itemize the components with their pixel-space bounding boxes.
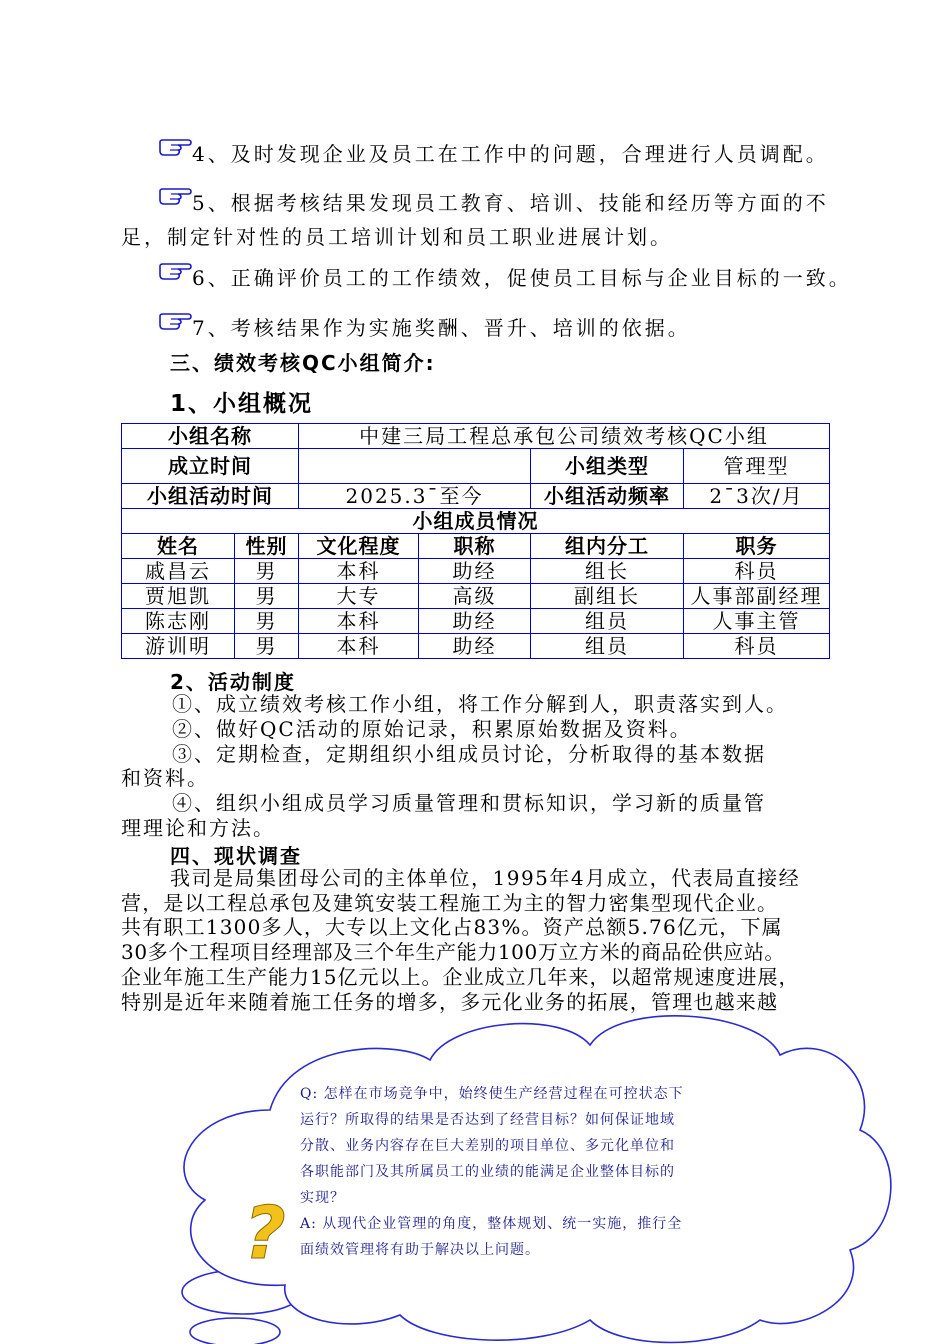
table-cell: 男 [235, 634, 299, 659]
group-name-label: 小组名称 [122, 424, 299, 449]
table-cell: 本科 [299, 634, 419, 659]
activity-time-label: 小组活动时间 [122, 484, 299, 509]
table-cell: 男 [235, 584, 299, 609]
table-cell: 科员 [684, 634, 830, 659]
svg-text:?: ? [244, 1191, 286, 1275]
survey-line: 营，是以工程总承包及建筑安装工程施工为主的智力密集型现代企业。 [121, 891, 779, 915]
group-name-value: 中建三局工程总承包公司绩效考核QC小组 [299, 424, 830, 449]
survey-line: 企业年施工生产能力15亿元以上。企业成立几年来，以超常规速度进展， [121, 965, 800, 989]
table-cell: 助经 [419, 559, 531, 584]
founded-label: 成立时间 [122, 449, 299, 484]
table-cell: 人事主管 [684, 609, 830, 634]
section-4-title: 四、现状调查 [170, 844, 302, 868]
cloud-text [300, 1081, 730, 1263]
cloud-line: 各职能部门及其所属员工的业绩的能满足企业整体目标的 [300, 1164, 675, 1180]
table-cell: 本科 [299, 559, 419, 584]
cloud-line: 面绩效管理将有助于解决以上问题。 [300, 1242, 540, 1258]
cloud-line: 实现？ [300, 1190, 345, 1206]
survey-line: 30多个工程项目经理部及三个年生产能力100万立方米的商品砼供应站。 [121, 940, 786, 964]
subsection-2-title: 2、活动制度 [170, 670, 296, 694]
bullet-item-6: 6、正确评价员工的工作绩效，促使员工目标与企业目标的一致。 [158, 262, 852, 294]
column-header: 性别 [235, 534, 299, 559]
subsection-1-title: 1、小组概况 [170, 391, 314, 417]
bullet-item-4: 4、及时发现企业及员工在工作中的问题，合理进行人员调配。 [158, 138, 829, 170]
column-header: 组内分工 [531, 534, 684, 559]
table-cell: 戚昌云 [122, 559, 235, 584]
rule-item: ④、组织小组成员学习质量管理和贯标知识，学习新的质量管 [172, 791, 766, 815]
rule-item-continued: 和资料。 [121, 766, 209, 790]
table-cell: 组员 [531, 609, 684, 634]
members-title: 小组成员情况 [122, 509, 830, 534]
survey-line: 我司是局集团母公司的主体单位，1995年4月成立，代表局直接经 [170, 866, 801, 890]
column-header: 姓名 [122, 534, 235, 559]
rule-item: ③、定期检查，定期组织小组成员讨论，分析取得的基本数据 [172, 742, 766, 766]
cloud-line: 运行？所取得的结果是否达到了经营目标？如何保证地域 [300, 1112, 675, 1128]
column-header: 职务 [684, 534, 830, 559]
table-cell: 陈志刚 [122, 609, 235, 634]
table-cell: 大专 [299, 584, 419, 609]
group-type-label: 小组类型 [531, 449, 684, 484]
table-cell: 副组长 [531, 584, 684, 609]
table-cell: 男 [235, 559, 299, 584]
activity-frequency-value: 2¯3次/月 [684, 484, 830, 509]
bullet-item-7: 7、考核结果作为实施奖酬、晋升、培训的依据。 [158, 312, 691, 344]
column-header: 文化程度 [299, 534, 419, 559]
table-cell: 人事部副经理 [684, 584, 830, 609]
cloud-line: A: 从现代企业管理的角度，整体规划、统一实施，推行全 [300, 1216, 683, 1232]
table-cell: 男 [235, 609, 299, 634]
activity-time-value: 2025.3¯至今 [299, 484, 531, 509]
section-3-title: 三、绩效考核QC小组简介: [170, 351, 436, 375]
table-cell: 游训明 [122, 634, 235, 659]
activity-frequency-label: 小组活动频率 [531, 484, 684, 509]
table-cell: 助经 [419, 609, 531, 634]
survey-line: 共有职工1300多人，大专以上文化占83%。资产总额5.76亿元，下属 [121, 915, 783, 939]
rule-item-continued: 理理论和方法。 [121, 816, 275, 840]
cloud-line: 分散、业务内容存在巨大差别的项目单位、多元化单位和 [300, 1138, 675, 1154]
rule-item: ②、做好QC活动的原始记录，积累原始数据及资料。 [172, 717, 692, 741]
table-cell: 贾旭凯 [122, 584, 235, 609]
rule-item: ①、成立绩效考核工作小组，将工作分解到人，职责落实到人。 [172, 692, 788, 716]
bullet-item-5-continued: 足，制定针对性的员工培训计划和员工职业进展计划。 [121, 225, 673, 249]
question-mark-icon [244, 1191, 286, 1275]
column-header: 职称 [419, 534, 531, 559]
survey-line: 特别是近年来随着施工任务的增多，多元化业务的拓展，管理也越来越 [121, 990, 779, 1014]
bullet-item-5: 5、根据考核结果发现员工教育、培训、技能和经历等方面的不 [158, 187, 829, 219]
table-cell: 助经 [419, 634, 531, 659]
table-cell: 本科 [299, 609, 419, 634]
table-cell: 组长 [531, 559, 684, 584]
table-cell: 高级 [419, 584, 531, 609]
table-cell: 组员 [531, 634, 684, 659]
cloud-line: Q: 怎样在市场竞争中，始终使生产经营过程在可控状态下 [300, 1086, 684, 1102]
group-type-value: 管理型 [684, 449, 830, 484]
table-cell: 科员 [684, 559, 830, 584]
